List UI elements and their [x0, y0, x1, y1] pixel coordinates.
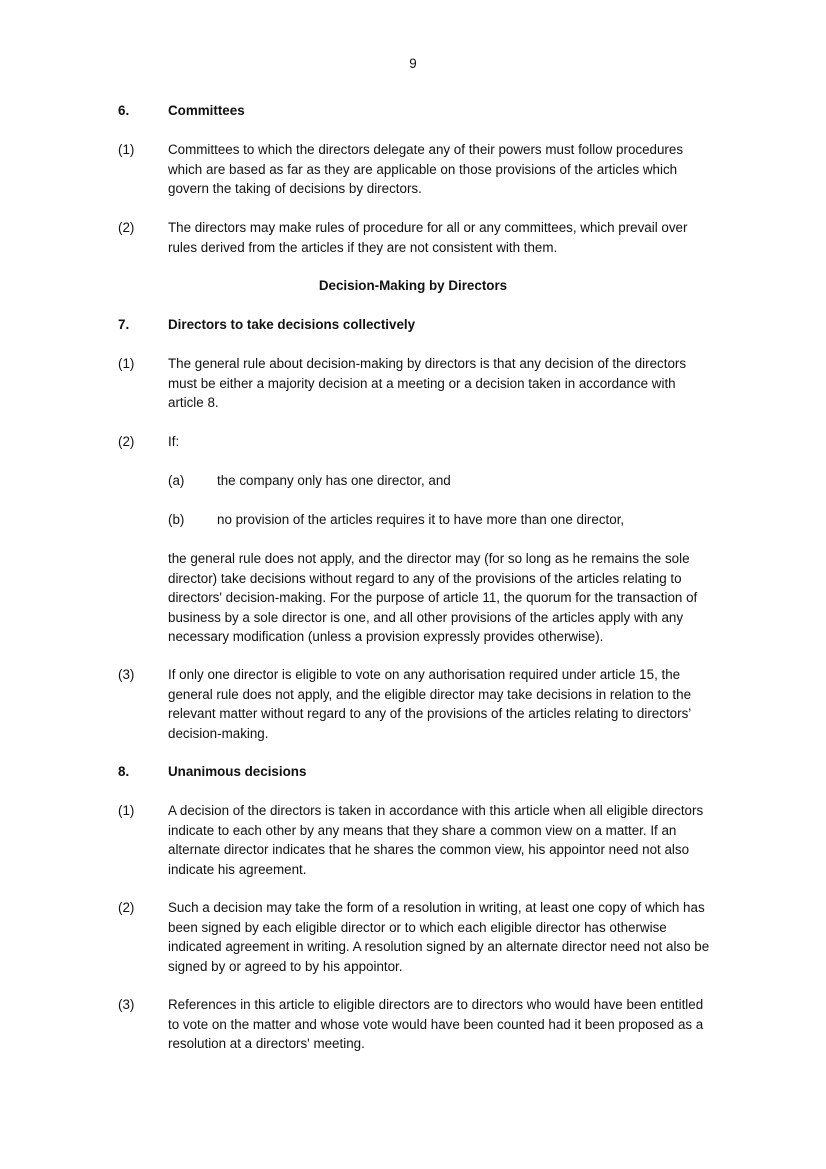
section-8-p3-text: References in this article to eligible directors are to directors who would have been entitled to vote on the matter and whose vote would have been counted had it been proposed as a resolution at a directors' meeting.	[168, 997, 704, 1051]
section-7-p2-a-label: (a)	[168, 473, 185, 488]
section-7-p3-label: (3)	[118, 667, 135, 682]
section-6-p2-text: The directors may make rules of procedure for all or any committees, which prevail over rules derived from the articles if they are not consistent with them.	[168, 220, 688, 255]
section-8-p1-text: A decision of the directors is taken in accordance with this article when all eligible directors indicate to each other by any means that they share a common view on a matter. If an alternate director indicates that he shares the common view, his appointor need not also indicate his agreement.	[168, 803, 704, 877]
section-6-p1-label: (1)	[118, 142, 135, 157]
section-8-p2-text: Such a decision may take the form of a resolution in writing, at least one copy of which has been signed by each eligible director or to which each eligible director has otherwise indicated agreement in writing. A resolution signed by an alternate director need not also be signed by or agreed to by his appointor.	[168, 900, 710, 974]
section-7-number: 7.	[118, 317, 130, 332]
section-8-number: 8.	[118, 764, 130, 779]
section-6-p1-text: Committees to which the directors delegate any of their powers must follow procedures which are based as far as they are applicable on those provisions of the articles which govern the taking of decisions by directors.	[168, 142, 684, 196]
section-8-title: Unanimous decisions	[168, 764, 307, 779]
decision-making-heading: Decision-Making by Directors	[318, 278, 508, 293]
section-7-p2-b-label: (b)	[168, 512, 185, 527]
section-7-p2-text: If:	[168, 434, 180, 449]
section-7-p2-label: (2)	[118, 434, 135, 449]
section-7-title: Directors to take decisions collectively	[168, 317, 416, 332]
section-7-p2-b-text: no provision of the articles requires it to have more than one director,	[217, 512, 625, 527]
section-8-p2-label: (2)	[118, 900, 135, 915]
section-7-p1-label: (1)	[118, 356, 135, 371]
section-8-p3-label: (3)	[118, 997, 135, 1012]
section-6-number: 6.	[118, 103, 130, 118]
section-6-title: Committees	[168, 103, 245, 118]
section-7-p2-continuation: the general rule does not apply, and the director may (for so long as he remains the sole director) take decisions without regard to any of the provisions of the articles relating to directors' decision-making. For the purpose of article 11, the quorum for the transaction of business by a sole director is one, and all other provisions of the articles apply with any necessary modification (unless a provision expressly provides otherwise).	[168, 551, 698, 644]
section-7-p1-text: The general rule about decision-making by directors is that any decision of the directors must be either a majority decision at a meeting or a decision taken in accordance with article 8.	[168, 356, 687, 410]
section-7-p3-text: If only one director is eligible to vote on any authorisation required under article 15, the general rule does not apply, and the eligible director may take decisions in relation to the relevant matter without regard to any of the provisions of the articles relating to directors’ decision-making.	[168, 667, 692, 741]
section-8-p1-label: (1)	[118, 803, 135, 818]
section-7-p2-a-text: the company only has one director, and	[217, 473, 451, 488]
page-number: 9	[409, 56, 417, 71]
section-6-p2-label: (2)	[118, 220, 135, 235]
